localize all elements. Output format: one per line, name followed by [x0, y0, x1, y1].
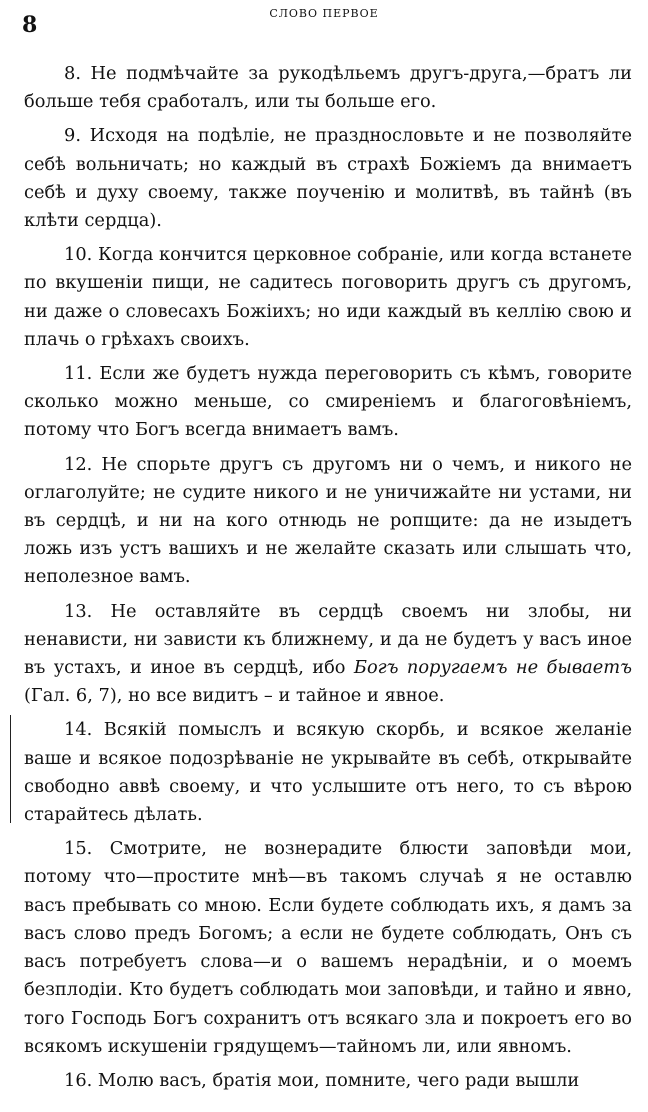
- paragraph-10: 10. Когда кончится церковное собраніе, или когда встанете по вкушеніи пищи, не садитесь поговорить другъ съ другомъ, ни даже о словесахъ Божіихъ; но иди каждый въ келлію свою и плачь о грѣхахъ своихъ.: [24, 244, 632, 350]
- paragraph-14: 14. Всякій помыслъ и всякую скорбь, и всякое желаніе ваше и всякое подозрѣваніе не укрывайте въ себѣ, открывайте свободно аввѣ своему, и что услышите отъ него, то съ вѣрою старайтесь дѣлать.: [24, 719, 632, 826]
- paragraph-11: 11. Если же будетъ нужда переговорить съ кѣмъ, говорите сколько можно меньше, со смиреніемъ и благоговѣніемъ, потому что Богъ всегда внимаетъ вамъ.: [24, 363, 632, 441]
- paragraph-9: 9. Исходя на подѣліе, не празднословьте и не позволяйте себѣ вольничать; но каждый въ страхѣ Божіемъ да внимаетъ себѣ и духу своему, также поученію и молитвѣ, въ тайнѣ (въ клѣти сердца).: [24, 125, 632, 232]
- scripture-quote: Богъ поругаемъ не бываетъ: [353, 657, 632, 679]
- page-number: 8: [22, 12, 38, 38]
- paragraph-13-text-before: 13. Не оставляйте въ сердцѣ своемъ ни злобы, ни ненависти, ни зависти къ ближнему, и да не будетъ у васъ иное въ устахъ, и иное въ сердцѣ, ибо: [24, 600, 632, 679]
- paragraph-13-text-after: (Гал. 6, 7), но все видитъ – и тайное и явное.: [24, 685, 445, 707]
- paragraph-8: 8. Не подмѣчайте за рукодѣльемъ другъ-друга,—братъ ли больше тебя сработалъ, или ты больше его.: [24, 63, 632, 113]
- running-title: СЛОВО ПЕРВОЕ: [269, 7, 379, 20]
- paragraph-15: 15. Смотрите, не вознерадите блюсти заповѣди мои, потому что—простите мнѣ—въ такомъ случаѣ я не оставлю васъ пребывать со мною. Если будете соблюдать ихъ, я дамъ за васъ слово предъ Богомъ; а если не будете соблюдать, Онъ съ васъ потребуетъ слова—и о вашемъ нерадѣніи, и о моемъ безплодіи. Кто будетъ соблюдать мои заповѣди, и тайно и явно, того Господь Богъ сохранитъ отъ всякаго зла и покроетъ его во всякомъ искушеніи грядущемъ—тайномъ ли, или явномъ.: [24, 838, 632, 1057]
- body-text: [24, 60, 632, 1101]
- paragraph-13: [24, 598, 632, 711]
- margin-mark: [10, 715, 11, 823]
- paragraph-16: 16. Молю васъ, братія мои, помните, чего ради вышли: [64, 1069, 580, 1091]
- paragraph-12: 12. Не спорьте другъ съ другомъ ни о чемъ, и никого не оглаголуйте; не судите никого и не уничижайте ни устами, ни въ сердцѣ, и ни на кого отнюдь не ропщите: да не изыдетъ ложь изъ устъ вашихъ и не желайте сказать или слышать что, неполезное вамъ.: [24, 453, 632, 588]
